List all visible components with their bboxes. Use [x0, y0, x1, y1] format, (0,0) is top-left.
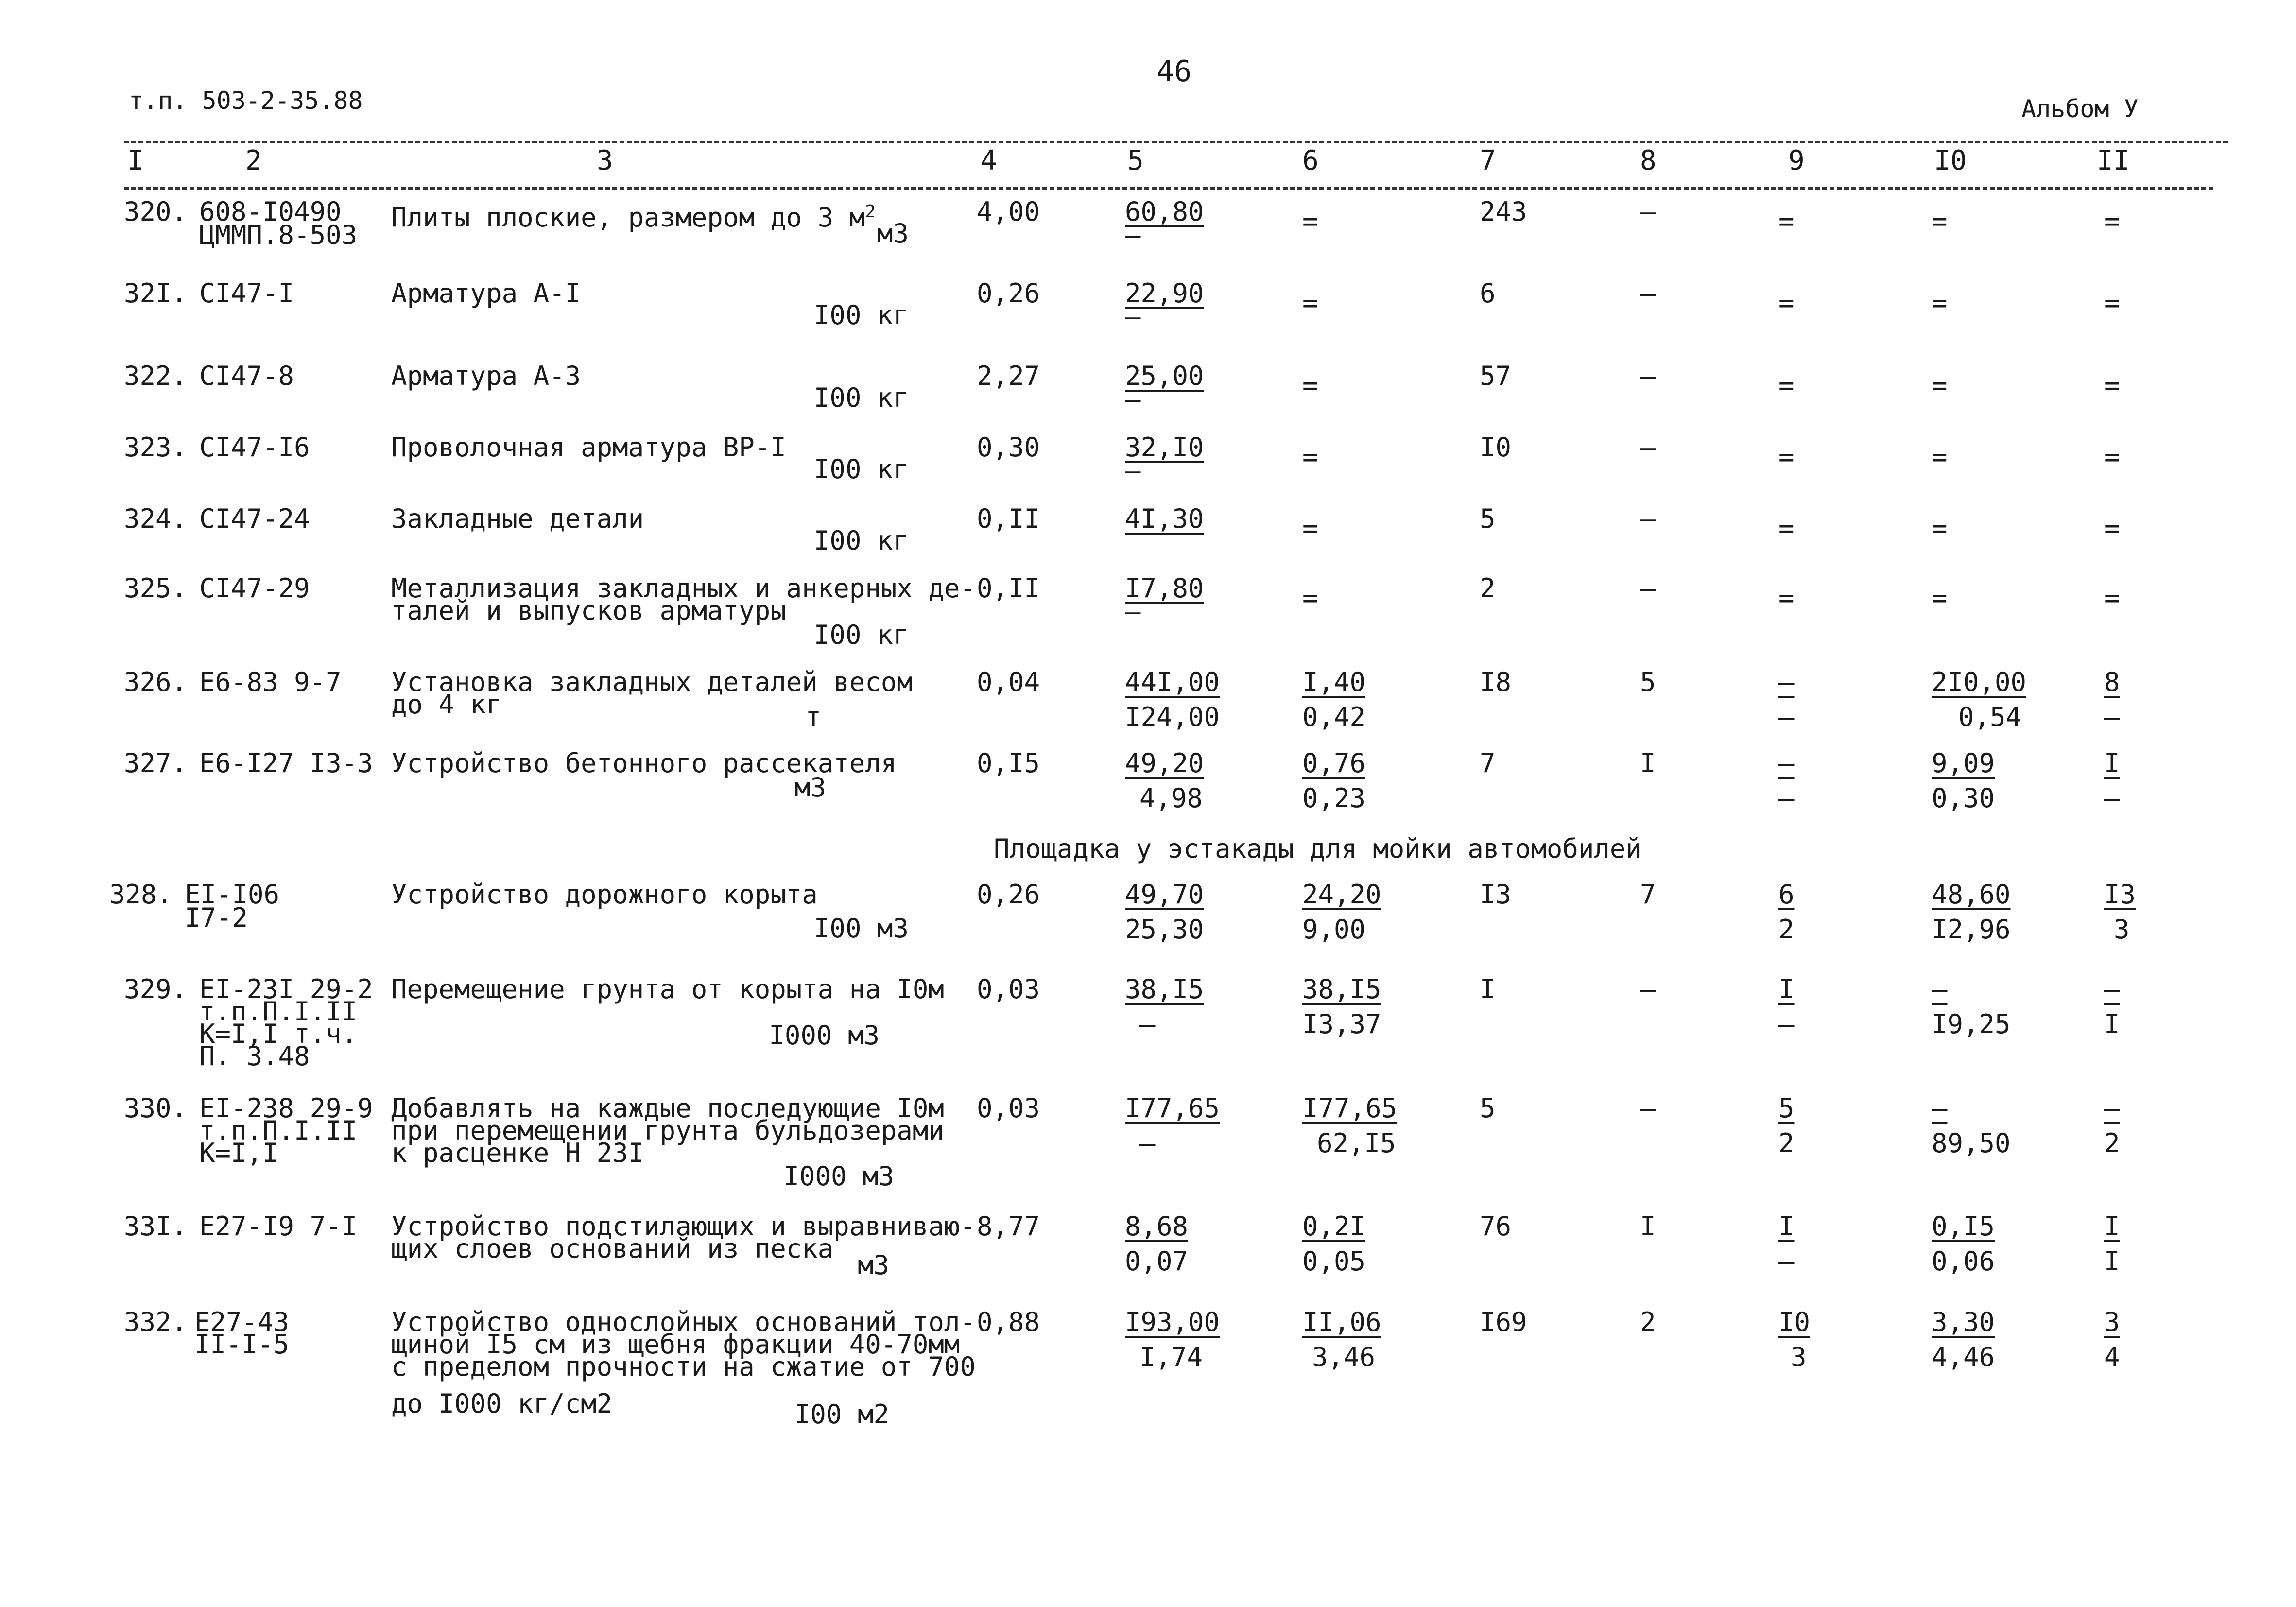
row-col7-value: 243: [1480, 196, 1527, 227]
row-description-line2: щих слоев оснований из песка: [391, 1233, 834, 1264]
row-col10-sub: 89,50: [1932, 1128, 2011, 1158]
column-number-4: 4: [981, 145, 997, 176]
row-col10-sub: I9,25: [1932, 1009, 2011, 1039]
row-description-line2: щиной I5 см из щебня фракции 40-70мм: [391, 1329, 960, 1360]
row-code: CI47-I6: [199, 432, 310, 463]
row-description: Закладные детали: [391, 503, 644, 534]
row-code: Е27-43: [194, 1307, 290, 1337]
row-quantity: 2,27: [977, 361, 1040, 391]
row-code-line2: ЦММП.8-503: [199, 220, 358, 250]
row-code: ЕI-I06: [185, 879, 280, 910]
column-number-7: 7: [1480, 145, 1496, 176]
row-col9-sub: –: [1778, 783, 1795, 813]
row-col11-value: I3: [2104, 879, 2136, 910]
row-col11-sub: –: [2104, 702, 2120, 732]
ditto-mark: =: [1302, 206, 1316, 237]
row-col10-value: 3,30: [1932, 1307, 1995, 1337]
row-unit: I00 м3: [813, 913, 909, 944]
row-col8-value: –: [1640, 974, 1656, 1004]
row-col11-value: 3: [2104, 1307, 2120, 1337]
row-col10-sub: I2,96: [1932, 914, 2011, 945]
row-col6-value: 0,2I: [1302, 1211, 1366, 1242]
ditto-mark: =: [1932, 370, 1946, 401]
row-col8-value: –: [1640, 278, 1656, 309]
row-col11-sub: 4: [2104, 1342, 2120, 1372]
row-col7-value: 76: [1480, 1211, 1512, 1242]
row-col6-value: I77,65: [1302, 1093, 1398, 1123]
row-unit: I000 м3: [769, 1020, 880, 1051]
column-number-10: I0: [1934, 145, 1967, 176]
column-number-2: 2: [245, 145, 262, 176]
ditto-mark: =: [1778, 583, 1793, 613]
row-col7-value: 5: [1480, 1093, 1496, 1123]
row-description: Устройство однослойных оснований тол-: [391, 1307, 976, 1337]
column-number-9: 9: [1788, 145, 1805, 176]
row-col9-sub: 2: [1778, 1128, 1795, 1158]
row-number: 329.: [124, 974, 188, 1004]
row-col11-sub: I: [2104, 1246, 2120, 1277]
row-description-line2: талей и выпусков арматуры: [391, 595, 786, 626]
row-col11-sub: 2: [2104, 1128, 2120, 1158]
row-col5-sub: 25,30: [1125, 914, 1204, 945]
ditto-mark: =: [2104, 513, 2118, 544]
row-col10-value: 48,60: [1932, 879, 2011, 910]
row-col10-value: 0,I5: [1932, 1211, 1995, 1242]
row-col9-value: 6: [1778, 879, 1795, 910]
row-unit: I00 кг: [813, 525, 909, 556]
row-col10-sub: 0,30: [1932, 783, 1995, 813]
album-label: Альбом У: [2021, 95, 2139, 123]
row-col5-sub: –: [1139, 1009, 1156, 1039]
row-col9-sub: –: [1778, 1246, 1795, 1277]
row-code: CI47-8: [199, 361, 294, 391]
row-code-line2: II-I-5: [194, 1329, 290, 1360]
row-col9-sub: –: [1778, 702, 1795, 732]
row-number: 32I.: [124, 278, 188, 309]
row-col5-sub: 4,98: [1139, 783, 1203, 813]
row-col5-value: I7,80: [1125, 573, 1204, 604]
row-col5-value: I93,00: [1125, 1307, 1220, 1337]
row-unit: м3: [877, 218, 909, 249]
ditto-mark: =: [1932, 583, 1946, 613]
ditto-mark: =: [2104, 583, 2118, 613]
row-col5-sub: 0,07: [1125, 1246, 1189, 1277]
row-code-line3: К=I,I т.ч.: [199, 1019, 358, 1049]
section-title: Площадка у эстакады для мойки автомобилей: [994, 833, 1641, 864]
row-code-line2: т.п.П.I.II: [199, 1115, 358, 1146]
row-code: ЕI-238 29-9: [199, 1093, 373, 1123]
row-number: 330.: [124, 1093, 188, 1123]
row-col5-value: 60,80: [1125, 196, 1204, 227]
row-col9-value: I: [1778, 974, 1795, 1004]
row-description-line4: до I000 кг/см2: [391, 1388, 613, 1419]
row-col9-sub: –: [1778, 1009, 1795, 1039]
row-unit: I00 кг: [813, 454, 909, 484]
row-code-line2: I7-2: [185, 902, 248, 933]
row-code: CI47-I: [199, 278, 294, 309]
row-code: 608-I0490: [199, 196, 342, 227]
row-col10-sub: 0,06: [1932, 1246, 1995, 1277]
ditto-mark: =: [1932, 288, 1946, 318]
row-code: CI47-29: [199, 573, 310, 604]
row-description-line2: до 4 кг: [391, 689, 502, 720]
column-number-11: II: [2097, 145, 2130, 176]
row-col8-value: –: [1640, 432, 1656, 463]
ditto-mark: =: [1302, 513, 1316, 544]
row-col8-value: –: [1640, 1093, 1656, 1123]
row-description: Установка закладных деталей весом: [391, 667, 913, 697]
row-col6-value: 38,I5: [1302, 974, 1381, 1004]
row-col5-value: 4I,30: [1125, 503, 1204, 534]
row-col10-value: –: [1932, 974, 1948, 1004]
row-col11-value: 8: [2104, 667, 2120, 697]
row-col7-value: I0: [1480, 432, 1512, 463]
ditto-mark: =: [2104, 206, 2118, 237]
row-col11-sub: I: [2104, 1009, 2120, 1039]
row-description: Устройство бетонного рассекателя: [391, 748, 897, 778]
row-col9-value: –: [1778, 667, 1795, 697]
column-number-1: I: [127, 145, 144, 176]
row-col9-sub: 2: [1778, 914, 1795, 945]
row-unit: I00 м2: [794, 1399, 889, 1430]
row-col5-value: 25,00: [1125, 361, 1204, 391]
row-unit: I00 кг: [813, 300, 909, 330]
row-col5-sub: –: [1125, 384, 1141, 415]
row-col7-value: 57: [1480, 361, 1512, 391]
row-col9-sub: 3: [1791, 1342, 1807, 1372]
ditto-mark: =: [1302, 442, 1316, 472]
row-col6-value: I,40: [1302, 667, 1366, 697]
row-quantity: 0,88: [977, 1307, 1040, 1337]
row-quantity: 4,00: [977, 196, 1040, 227]
row-col5-value: 38,I5: [1125, 974, 1204, 1004]
doc-reference: т.п. 503-2-35.88: [129, 86, 363, 115]
row-col10-sub: 0,54: [1958, 702, 2022, 732]
row-number: 326.: [124, 667, 188, 697]
row-col6-sub: 0,42: [1302, 702, 1366, 732]
row-number: 33I.: [124, 1211, 188, 1242]
row-description: Перемещение грунта от корыта на I0м: [391, 974, 944, 1004]
row-unit: т: [805, 702, 821, 732]
row-col5-sub: –: [1125, 220, 1141, 250]
row-description: Добавлять на каждые последующие I0м: [391, 1093, 944, 1123]
row-col8-value: 2: [1640, 1307, 1656, 1337]
row-col10-value: –: [1932, 1093, 1948, 1123]
row-code-line4: П. 3.48: [199, 1041, 310, 1071]
column-number-8: 8: [1640, 145, 1657, 176]
row-number: 324.: [124, 503, 188, 534]
ditto-mark: =: [1778, 206, 1793, 237]
row-col5-value: 32,I0: [1125, 432, 1204, 463]
ditto-mark: =: [1778, 288, 1793, 318]
row-quantity: 0,I5: [977, 748, 1040, 778]
column-number-5: 5: [1127, 145, 1144, 176]
row-col8-value: 7: [1640, 879, 1656, 910]
row-code: Е27-I9 7-I: [199, 1211, 358, 1242]
row-code: ЕI-23I 29-2: [199, 974, 373, 1004]
row-col7-value: 6: [1480, 278, 1496, 309]
row-quantity: 0,30: [977, 432, 1040, 463]
header-top-rule: [124, 141, 2228, 143]
row-description-line3: с пределом прочности на сжатие от 700: [391, 1351, 976, 1382]
row-col6-sub: 62,I5: [1317, 1128, 1396, 1158]
row-col7-value: I8: [1480, 667, 1512, 697]
row-col5-value: 49,70: [1125, 879, 1204, 910]
row-col6-sub: 0,05: [1302, 1246, 1366, 1277]
row-col6-sub: I3,37: [1302, 1009, 1381, 1039]
ditto-mark: =: [1932, 513, 1946, 544]
row-col8-value: –: [1640, 361, 1656, 391]
ditto-mark: =: [2104, 370, 2118, 401]
row-unit: м3: [857, 1250, 889, 1280]
row-quantity: 0,04: [977, 667, 1040, 697]
row-description-line3: к расценке Н 23I: [391, 1138, 644, 1168]
row-col6-value: 0,76: [1302, 748, 1366, 778]
row-col9-value: I: [1778, 1211, 1795, 1242]
row-col7-value: I: [1480, 974, 1496, 1004]
row-unit: I000 м3: [783, 1161, 894, 1192]
row-col8-value: 5: [1640, 667, 1656, 697]
row-col5-value: 8,68: [1125, 1211, 1189, 1242]
ditto-mark: =: [1302, 288, 1316, 318]
row-description: Арматура А-I: [391, 278, 581, 309]
row-col5-sub: –: [1139, 1128, 1156, 1158]
row-description-line2: при перемещении грунта бульдозерами: [391, 1115, 944, 1146]
row-col11-value: –: [2104, 974, 2120, 1004]
row-description: Плиты плоские, размером до 3 $м^2$: [391, 202, 876, 233]
row-quantity: 0,26: [977, 278, 1040, 309]
column-number-3: 3: [597, 145, 613, 176]
row-col8-value: –: [1640, 503, 1656, 534]
row-col5-sub: I24,00: [1125, 702, 1220, 732]
ditto-mark: =: [1932, 442, 1946, 472]
row-number: 325.: [124, 573, 188, 604]
row-description: Устройство подстилающих и выравниваю-: [391, 1211, 976, 1242]
row-col7-value: 7: [1480, 748, 1496, 778]
row-col6-sub: 9,00: [1302, 914, 1366, 945]
row-description: Металлизация закладных и анкерных де-: [391, 573, 976, 604]
row-col7-value: 5: [1480, 503, 1496, 534]
row-number: 323.: [124, 432, 188, 463]
header-bottom-rule: [124, 187, 2213, 190]
row-number: 322.: [124, 361, 188, 391]
row-col5-sub: I,74: [1139, 1342, 1203, 1372]
ditto-mark: =: [1932, 206, 1946, 237]
row-col5-sub: –: [1125, 596, 1141, 627]
row-number: 328.: [109, 879, 173, 910]
row-code: Е6-83 9-7: [199, 667, 342, 697]
row-quantity: 0,03: [977, 974, 1040, 1004]
row-quantity: 8,77: [977, 1211, 1040, 1242]
row-code-line3: К=I,I: [199, 1138, 278, 1168]
row-col8-value: I: [1640, 1211, 1656, 1242]
row-col5-value: 49,20: [1125, 748, 1204, 778]
row-number: 327.: [124, 748, 188, 778]
row-description: Проволочная арматура ВР-I: [391, 432, 786, 463]
row-col7-value: I69: [1480, 1307, 1527, 1337]
row-col7-value: I3: [1480, 879, 1512, 910]
row-description: Арматура А-3: [391, 361, 581, 391]
row-col11-value: –: [2104, 1093, 2120, 1123]
row-unit: I00 кг: [813, 620, 909, 650]
row-col5-sub: –: [1125, 301, 1141, 332]
ditto-mark: =: [1778, 442, 1793, 472]
row-col10-value: 2I0,00: [1932, 667, 2027, 697]
row-unit: I00 кг: [813, 382, 909, 413]
row-quantity: 0,03: [977, 1093, 1040, 1123]
row-quantity: 0,II: [977, 503, 1040, 534]
column-number-6: 6: [1302, 145, 1319, 176]
row-col5-sub: –: [1125, 455, 1141, 486]
row-col6-value: 24,20: [1302, 879, 1381, 910]
ditto-mark: =: [1302, 583, 1316, 613]
row-code: CI47-24: [199, 503, 310, 534]
row-col6-sub: 3,46: [1312, 1342, 1376, 1372]
row-col6-value: II,06: [1302, 1307, 1381, 1337]
row-col10-sub: 4,46: [1932, 1342, 1995, 1372]
row-col5-value: 44I,00: [1125, 667, 1220, 697]
row-col11-sub: 3: [2114, 914, 2130, 945]
ditto-mark: =: [1778, 513, 1793, 544]
row-col8-value: I: [1640, 748, 1656, 778]
page-number: 46: [1157, 54, 1192, 88]
ditto-mark: =: [1302, 370, 1316, 401]
row-col11-value: I: [2104, 748, 2120, 778]
ditto-mark: =: [2104, 288, 2118, 318]
row-col6-sub: 0,23: [1302, 783, 1366, 813]
row-number: 320.: [124, 196, 188, 227]
row-code: Е6-I27 I3-3: [199, 748, 373, 778]
row-col9-value: 5: [1778, 1093, 1795, 1123]
row-quantity: 0,II: [977, 573, 1040, 604]
row-col11-sub: –: [2104, 783, 2120, 813]
row-code-line2: т.п.П.I.II: [199, 996, 358, 1027]
row-col5-value: 22,90: [1125, 278, 1204, 309]
row-col7-value: 2: [1480, 573, 1496, 604]
row-col9-value: –: [1778, 748, 1795, 778]
row-col11-value: I: [2104, 1211, 2120, 1242]
row-col10-value: 9,09: [1932, 748, 1995, 778]
row-number: 332.: [124, 1307, 188, 1337]
row-unit: м3: [794, 772, 826, 803]
row-col5-value: I77,65: [1125, 1093, 1220, 1123]
ditto-mark: =: [1778, 370, 1793, 401]
ditto-mark: =: [2104, 442, 2118, 472]
row-description: Устройство дорожного корыта: [391, 879, 818, 910]
row-col8-value: –: [1640, 196, 1656, 227]
row-col8-value: –: [1640, 573, 1656, 604]
row-col9-value: I0: [1778, 1307, 1811, 1337]
row-quantity: 0,26: [977, 879, 1040, 910]
